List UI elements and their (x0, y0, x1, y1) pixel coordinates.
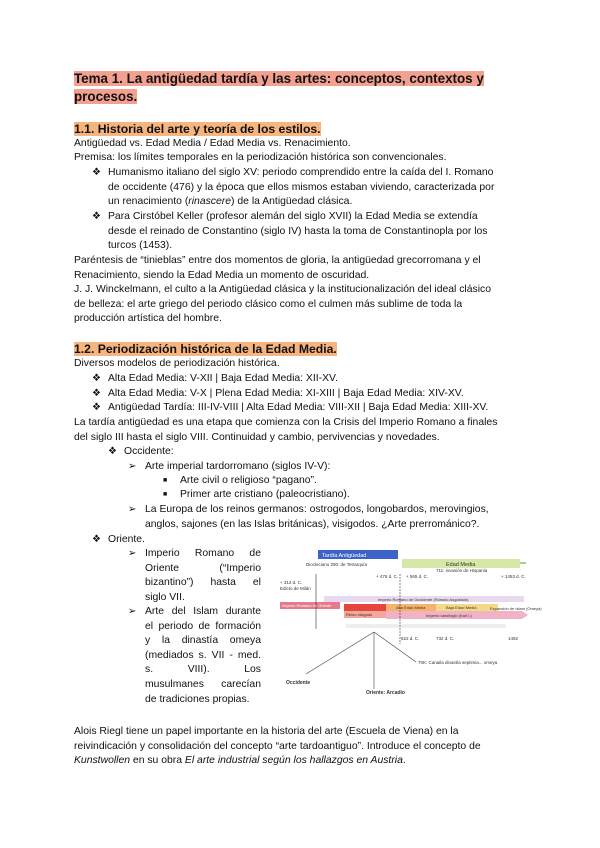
s1-b1-line-a: Humanismo italiano del siglo XV: periodo comprendido entre la caída del I. Romano (108, 167, 494, 178)
ori-item-2-line-g: de tradiciones propias. (145, 694, 250, 705)
date-565: + 565 d. C. (406, 574, 429, 579)
s1-line-1: Antigüedad vs. Edad Media / Edad Media vs. Renacimiento. (74, 138, 351, 149)
diamond-bullet-icon: ❖ (92, 373, 101, 384)
date-1453: + 1453 d. C. (501, 574, 526, 579)
s2-final-paragraph (74, 725, 527, 769)
section-heading-2 (74, 341, 337, 357)
row-carolingio-label: Imperio carolingio (Karl I.) (426, 613, 472, 618)
occ-item-2 (145, 503, 527, 532)
row-baja-label: Baja Edad Media (446, 605, 477, 610)
timeline-diagram (276, 544, 542, 709)
ori-item-2 (145, 605, 261, 693)
occ-item-1b: Primer arte cristiano (paleocristiano). (180, 489, 350, 500)
s2-bullet-1: Alta Edad Media: V-XII | Baja Edad Media: XII-XV. (108, 373, 338, 384)
s2-p1-line-a: La tardía antigüedad es una etapa que comienza con la Crisis del Imperio Romano a finales (74, 417, 498, 428)
row-expansion-label: Expansión de Islam (Omeya) (490, 606, 542, 611)
title-line-2: procesos. (74, 89, 138, 104)
row-alta-1-bar (344, 604, 386, 611)
section-heading-1-text: 1.1. Historia del arte y teoría de los estilos. (74, 122, 321, 136)
final-line-2: reivindicación y consolidación del concepto “arte tardoantiguo”. Introduce el concepto de (74, 740, 481, 752)
title-line-1: Tema 1. La antigüedad tardía y las artes: conceptos, contextos y (74, 71, 484, 86)
date-622: 622 d. C. (401, 636, 420, 641)
date-312: + 312 d. C. (280, 580, 303, 585)
s1-paragraph-2 (74, 283, 527, 327)
diamond-bullet-icon: ❖ (92, 534, 101, 545)
diagram-note: 70K: Canaila dinastía septimia... omeya (418, 660, 498, 665)
ori-item-2-line-f: musulmanes carecían (145, 678, 261, 690)
square-bullet-icon: ■ (163, 477, 168, 484)
date-711: 711: invasión de Hispania (436, 568, 488, 573)
occ-item-2-line-b: anglos, sajones (en las Islas británicas), visigodos. ¿Arte prerrománico?. (145, 518, 480, 530)
s1-paragraph-1 (74, 254, 527, 283)
tardia-label: Tardía Antigüedad (322, 553, 367, 559)
ori-item-1-line-a: Imperio Romano de (145, 548, 261, 559)
s2-line-1: Diversos modelos de periodización histórica. (74, 358, 280, 369)
occ-item-1a: Arte civil o religioso “pagano”. (180, 475, 317, 486)
section-heading-1 (74, 121, 321, 137)
arrow-bullet-icon: ➢ (128, 606, 137, 617)
date-476: + 476 d. C. (376, 574, 399, 579)
s1-b2-line-a: Para Cirstóbel Keller (profesor alemán del siglo XVII) la Edad Media se extendía (108, 211, 478, 222)
s1-p2-line-b: de belleza: el arte griego del periodo clásico como el culmen más sublime de toda la (74, 298, 463, 310)
diagram-oriente: Oriente: Arcadio (366, 690, 405, 696)
s1-b1-em: rinascere (188, 196, 232, 208)
arrow-bullet-icon: ➢ (128, 461, 137, 472)
s1-bullet-2 (108, 210, 527, 254)
ori-item-2-line-a: Arte del Islam durante (145, 606, 261, 617)
s1-b1-line-b: de occidente (476) y la época que ellos mismos estaban viviendo, caracterizada por (108, 181, 495, 193)
diamond-bullet-icon: ❖ (92, 388, 101, 399)
final-mid: en su obra (130, 755, 185, 767)
diamond-bullet-icon: ❖ (92, 167, 101, 178)
s1-p1-line-b: Renacimiento, siendo la Edad Media un momento de oscuridad. (74, 269, 370, 281)
s1-p1-line-a: Paréntesis de “tinieblas” entre dos momentos de gloria, la antigüedad grecorromana y el (74, 255, 481, 266)
s1-b2-line-c: turcos (1453). (108, 240, 173, 252)
row-grey-bar (346, 624, 506, 628)
ori-item-2-line-c: y la dinastía omeya (145, 635, 261, 647)
s1-b2-line-b: desde el reinado de Constantino (siglo IV) hasta la toma de Constantinopla por los (108, 225, 488, 237)
final-line-1: Alois Riegl tiene un papel importante en la historia del arte (Escuela de Viena) en la (74, 726, 459, 737)
ori-item-1-line-c: bizantino”) hasta el (145, 577, 261, 589)
arrow-bullet-icon: ➢ (128, 548, 137, 559)
diamond-bullet-icon: ❖ (92, 402, 101, 413)
s2-bullet-2: Alta Edad Media: V-X | Plena Edad Media: XI-XIII | Baja Edad Media: XIV-XV. (108, 388, 464, 399)
date-732: 732 d. C. (436, 636, 455, 641)
ori-item-2-line-e: s. VIII). Los (145, 664, 261, 676)
section-heading-2-text: 1.2. Periodización histórica de la Edad Media. (74, 342, 337, 356)
occ-item-2-line-a: La Europa de los reinos germanos: ostrogodos, longobardos, merovingios, (145, 504, 489, 515)
square-bullet-icon: ■ (163, 491, 168, 498)
occ-item-1: Arte imperial tardorromano (siglos IV-V): (145, 461, 331, 472)
arrow-bullet-icon: ➢ (128, 504, 137, 515)
s1-b1-line-c-post: ) de la Antigüedad clásica. (231, 196, 353, 208)
ori-item-2-line-b: el periodo de formación (145, 620, 261, 632)
dioc-label: Diocleciano 290: de Tetrarquía (306, 562, 367, 567)
s2-p1-line-b: del siglo III hasta el siglo VIII. Continuidad y cambio, pervivencias y novedades. (74, 431, 440, 443)
diamond-bullet-icon: ❖ (92, 211, 101, 222)
oriente-label: Oriente. (108, 534, 145, 545)
final-post: . (402, 755, 406, 767)
row-reino-label: Reino visigodo (346, 612, 373, 617)
final-em-1: Kunstwollen (74, 755, 131, 767)
s2-paragraph-1 (74, 416, 527, 445)
ori-item-1 (145, 547, 261, 591)
page-title (74, 70, 527, 106)
edicto-label: Edicto de Milán (280, 586, 311, 591)
s1-line-2: Premisa: los límites temporales en la periodización histórica son convencionales. (74, 152, 447, 163)
occidente-label: Occidente: (124, 446, 174, 457)
diamond-bullet-icon: ❖ (108, 446, 117, 457)
ori-item-1-line-d: siglo VII. (145, 592, 185, 603)
row-occidente-label: Imperio Romano de Occidente (Rómulo Augústulo) (378, 597, 469, 602)
s1-b1-line-c-pre: un renacimiento ( (108, 196, 189, 208)
s1-bullet-1 (108, 166, 527, 210)
row-oriente-label: Imperio Romano de Oriente (282, 603, 332, 608)
final-em-2: El arte industrial según los hallazgos en Austria (184, 755, 403, 767)
row-alta-label: Alta Edad Media (396, 605, 426, 610)
s2-bullet-3: Antigüedad Tardía: III-IV-VIII | Alta Edad Media: VIII-XII | Baja Edad Media: XIII-XV. (108, 402, 489, 413)
edad-media-label: Edad Media (446, 562, 476, 568)
diagram-occidente: Occidente (286, 680, 311, 686)
s1-p2-line-a: J. J. Winckelmann, el culto a la Antigüedad clásica y la institucionalización del ideal clásico (74, 284, 491, 295)
date-1492: 1492 (508, 636, 519, 641)
ori-item-1-line-b: Oriente (“Imperio (145, 562, 261, 574)
s1-p2-line-c: producción artística del hombre. (74, 313, 222, 325)
ori-item-2-line-d: (mediados s. VII - med. (145, 649, 261, 661)
